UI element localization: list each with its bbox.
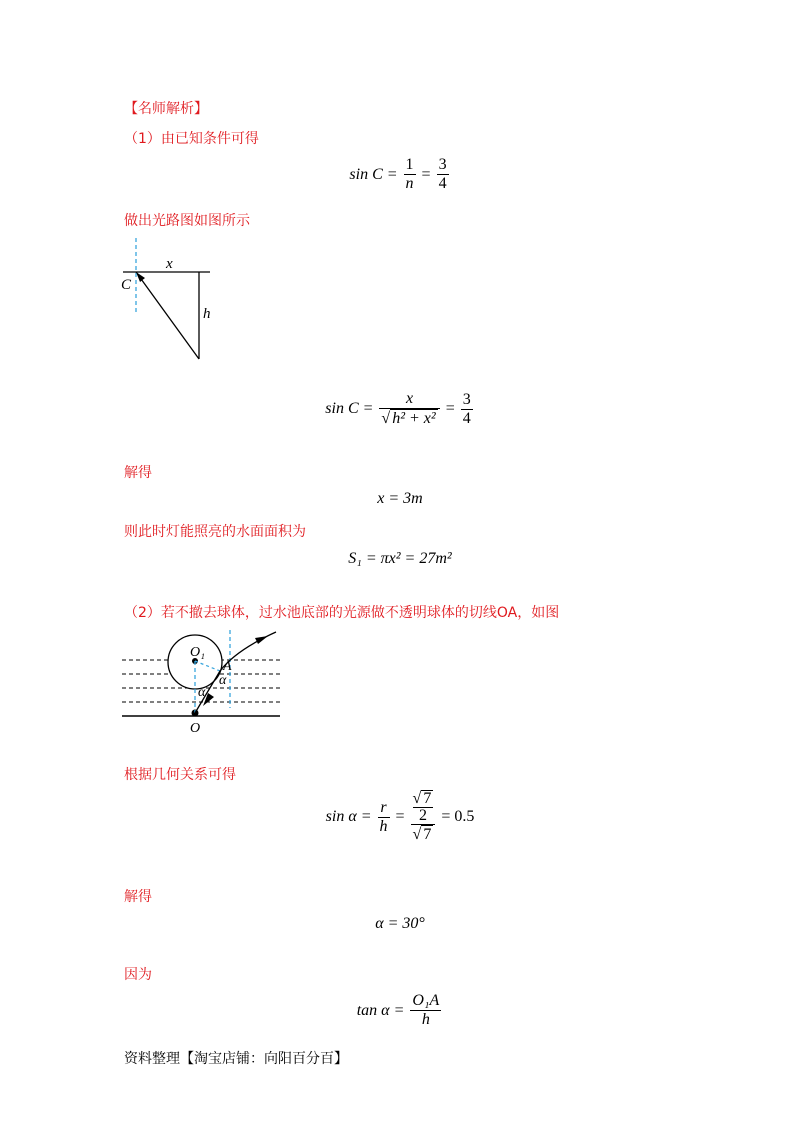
fig2-label-alpha-upper: α	[219, 673, 227, 688]
fig2-label-O1: O₁	[190, 645, 205, 660]
eq1-frac2-num: 3	[438, 156, 447, 173]
part2-intro: （2）若不撤去球体，过水池底部的光源做不透明球体的切线OA，如图	[124, 605, 560, 621]
fig1-label-C: C	[121, 277, 132, 293]
fig2-label-alpha-lower: α	[198, 685, 206, 700]
eq5-top-den: 2	[413, 807, 434, 824]
equation-sinC-1: sin C = $\frac{1}{n}$ = $\frac{3}{4}$	[349, 156, 447, 192]
eq2-frac-den: 4	[462, 409, 471, 427]
sphere-tangent-figure	[118, 624, 288, 742]
solve-text-1: 解得	[124, 465, 152, 481]
draw-figure-text: 做出光路图如图所示	[124, 213, 250, 229]
eq1-lhs: sin C =	[349, 165, 398, 183]
footer-source: 资料整理【淘宝店铺：向阳百分百】	[124, 1051, 348, 1067]
part1-intro: （1）由已知条件可得	[124, 131, 259, 147]
eq1-frac1-den: n	[405, 175, 414, 192]
solution-heading: 【名师解析】	[124, 101, 208, 117]
eq2-radicand: h² + x²	[392, 410, 436, 427]
fig1-label-h: h	[203, 306, 211, 322]
equation-area: S₁ = πx² = 27m²	[348, 550, 452, 567]
because-text: 因为	[124, 967, 152, 983]
equation-x: x = 3m	[377, 490, 423, 507]
eq1-frac2-den: 4	[438, 175, 447, 192]
equation-sin-alpha: sin α = $\frac{r}{h}$ = √ 7 2 √ 7 = 0.5	[325, 790, 475, 843]
fig2-label-O: O	[190, 721, 201, 736]
eq5-lhs: sin α =	[325, 808, 372, 825]
geometry-text: 根据几何关系可得	[124, 767, 236, 783]
area-text: 则此时灯能照亮的水面面积为	[124, 524, 306, 540]
eq5-frac-num: r	[378, 799, 390, 818]
eq7-den: h	[421, 1011, 430, 1028]
eq5-bottom-radicand: 7	[423, 826, 432, 843]
eq7-num: O₁A	[412, 992, 440, 1009]
eq2-num: x	[379, 390, 439, 409]
solve-text-2: 解得	[124, 889, 152, 905]
equation-sinC-2: sin C = $\frac{x}{\text{√ h² + x²}}$ = $\frac{3}{4}$	[325, 390, 471, 427]
eq5-rhs: = 0.5	[441, 808, 475, 825]
fig2-label-A: A	[223, 659, 232, 674]
eq7-lhs: tan α =	[356, 1001, 405, 1019]
equation-alpha: α = 30°	[375, 915, 425, 932]
eq2-lhs: sin C =	[325, 400, 374, 417]
eq5-top-radicand: 7	[423, 790, 432, 807]
light-path-figure	[118, 232, 228, 364]
eq1-frac1-num: 1	[405, 156, 414, 173]
eq2-frac-num: 3	[462, 390, 471, 408]
equation-tan-alpha	[0, 992, 800, 1029]
eq5-frac-den: h	[379, 817, 388, 835]
fig1-label-x: x	[166, 256, 173, 272]
